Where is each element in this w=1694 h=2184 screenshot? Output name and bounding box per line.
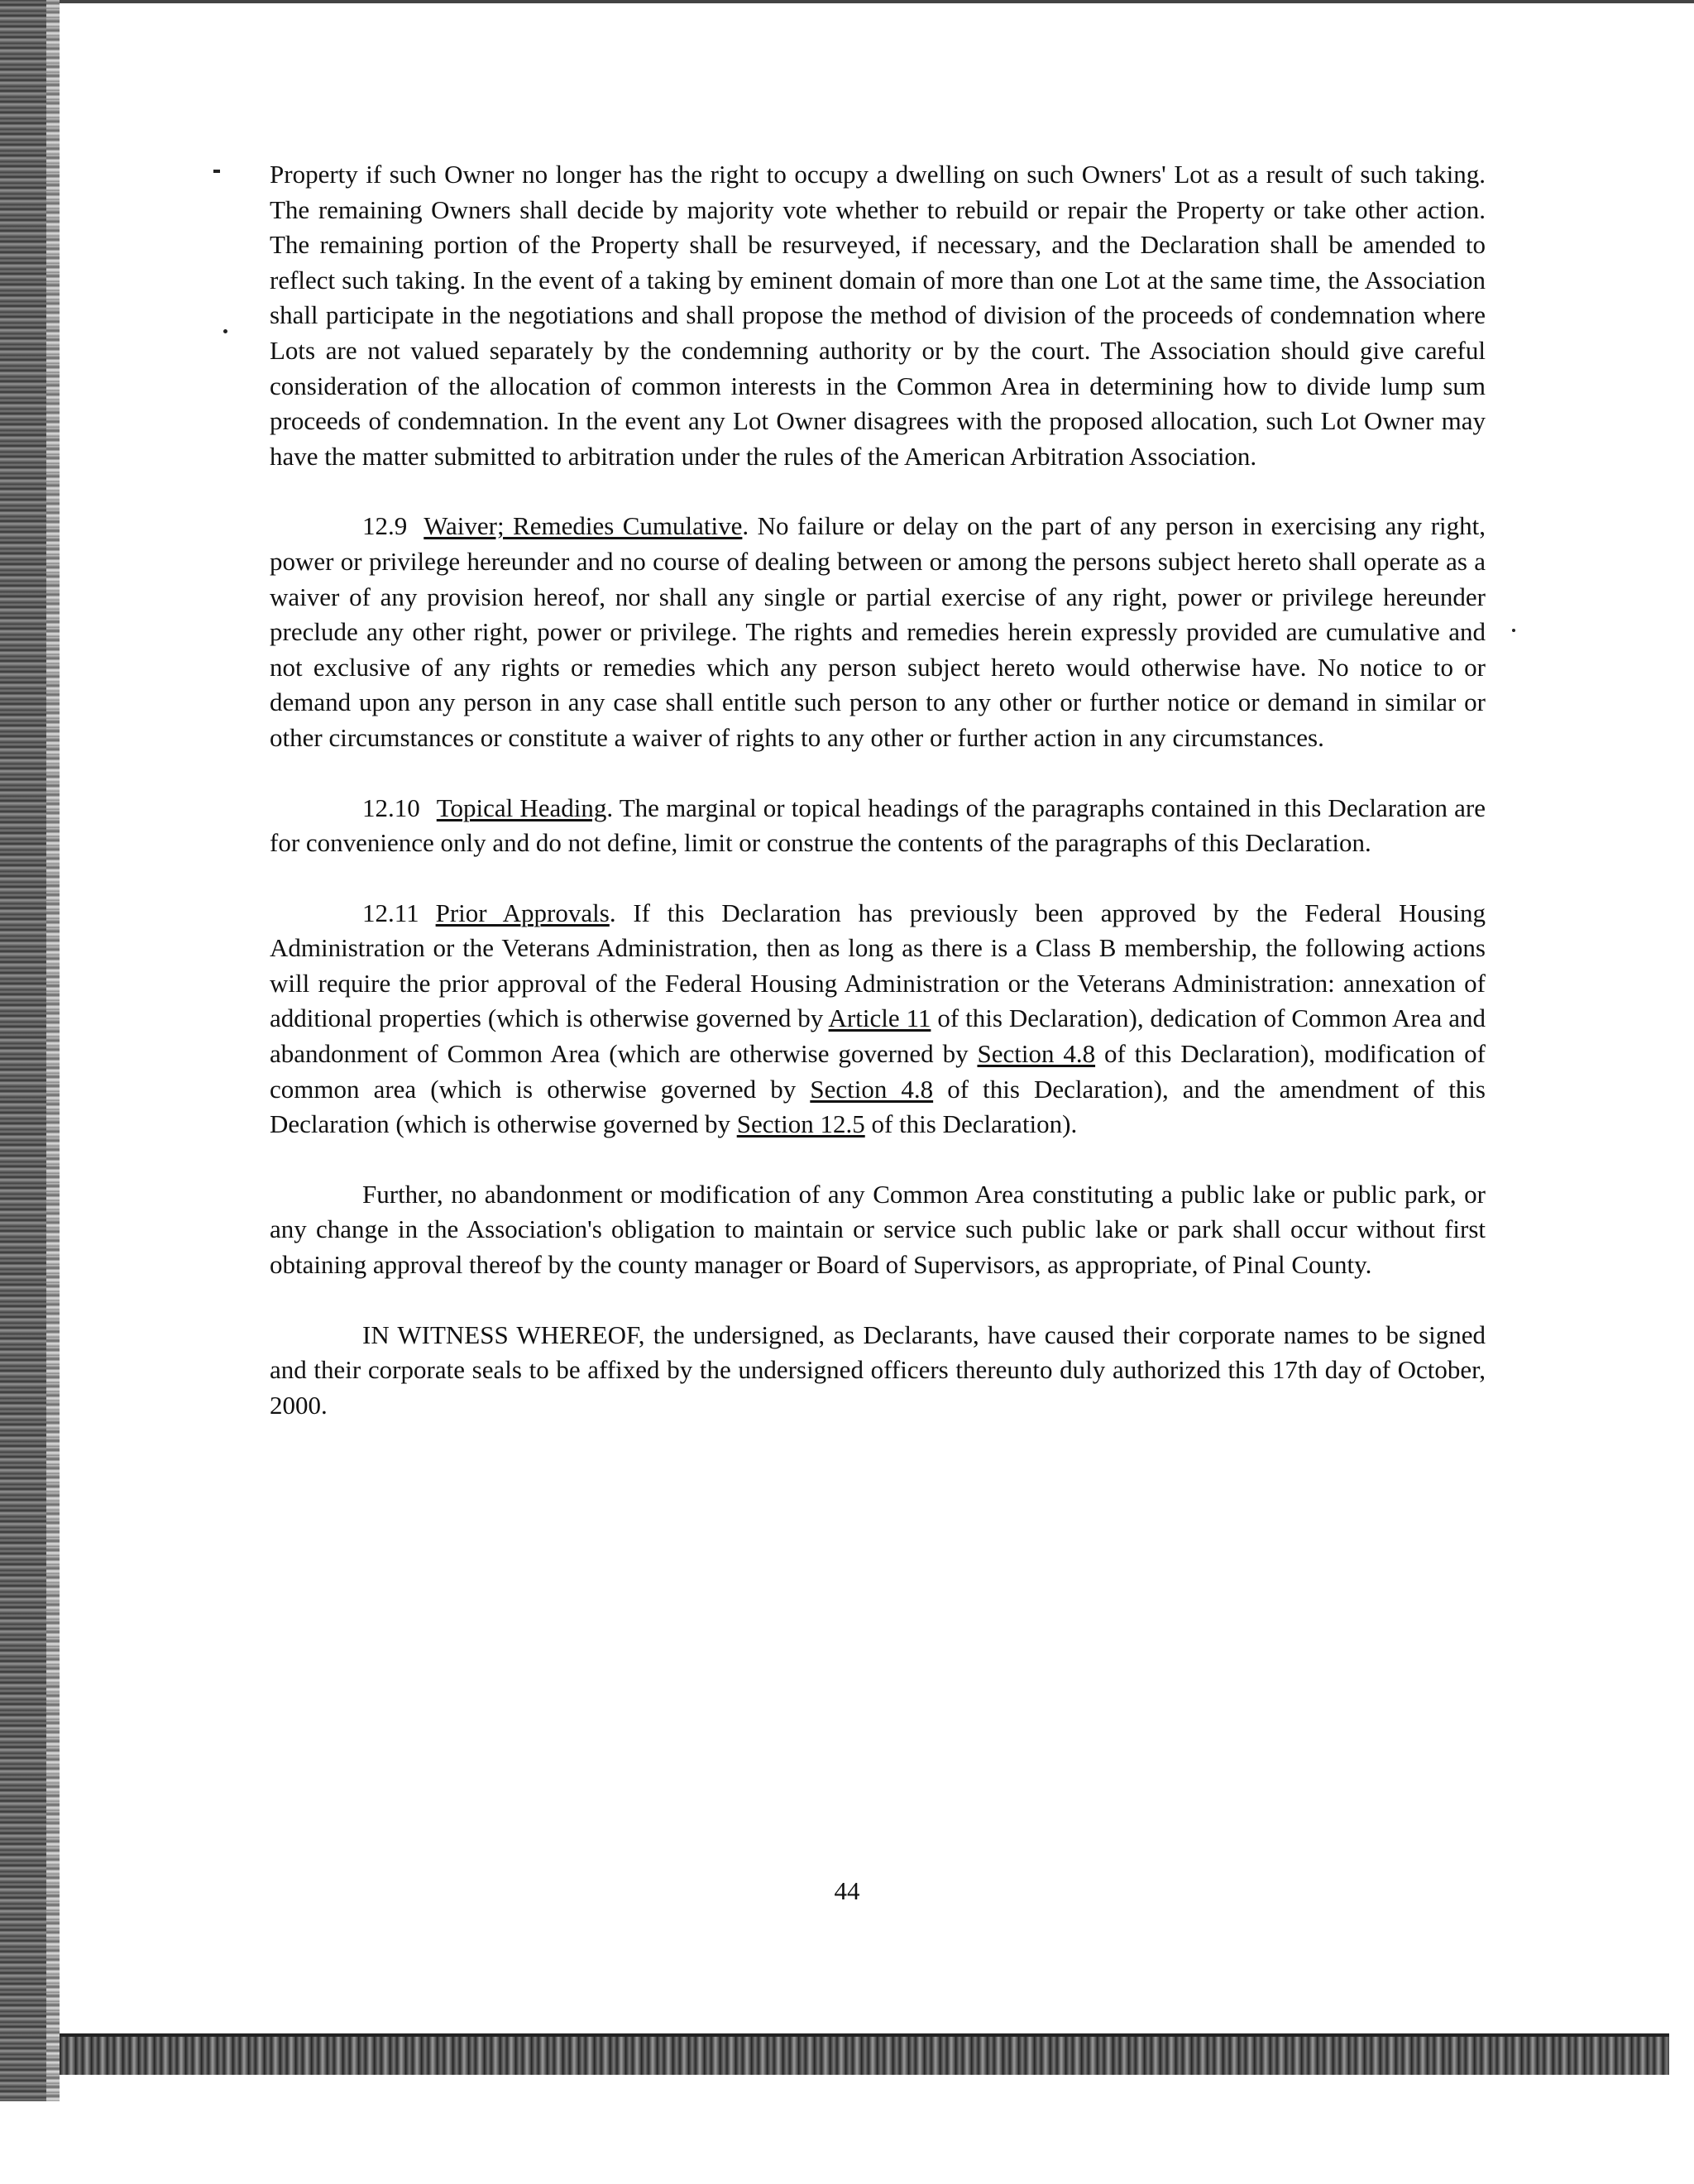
section-body: . The marginal or topical headings of the paragraphs contained in this Declaration are for convenience only and do not define, limit or construe the contents of the paragraphs of this Declaration. — [270, 793, 1486, 858]
section-number: 12.11 — [362, 898, 419, 927]
section-12-9 — [270, 509, 1486, 755]
section-body: of this Declaration), and the amendment of this Declaration (which is otherwise governed by — [270, 1074, 1486, 1139]
section-12-11 — [270, 896, 1486, 1142]
section-body: of this Declaration), dedication of Common Area and abandonment of Common Area (which are otherwise governed by — [270, 1003, 1486, 1069]
reference-section-4-8: Section 4.8 — [977, 1039, 1096, 1069]
page-number: 44 — [834, 1876, 860, 1905]
reference-section-4-8: Section 4.8 — [810, 1074, 934, 1104]
section-number: 12.10 — [362, 793, 420, 822]
section-heading: Waiver; Remedies Cumulative — [424, 511, 743, 541]
scan-edge-bottom — [60, 2037, 1669, 2075]
witness-paragraph: IN WITNESS WHEREOF, the undersigned, as Declarants, have caused their corporate names to be signed and their corporate seals to be affixed by the undersigned officers thereunto duly authorized this 17th day of October, 2000. — [270, 1320, 1486, 1420]
further-paragraph: Further, no abandonment or modification of any Common Area constituting a public lake or public park, or any change in the Association's obligation to maintain or service such public lake or park shall occur without first obtaining approval thereof by the county manager or Board of Supervisors, as appropriate, of Pinal County. — [270, 1179, 1486, 1280]
paragraph-continuation: Property if such Owner no longer has the right to occupy a dwelling on such Owners' Lot as a result of such taking. The remaining Owners shall decide by majority vote whether to rebuild or repair the Property or take other action. The remaining portion of the Property shall be resurveyed, if necessary, and the Declaration shall be amended to reflect such taking. In the event of a taking by eminent domain of more than one Lot at the same time, the Association shall participate in the negotiations and shall propose the method of division of the proceeds of condemnation where Lots are not valued separately by the condemning authority or by the court. The Association should give careful consideration of the allocation of common interests in the Common Area in determining how to divide lump sum proceeds of condemnation. In the event any Lot Owner disagrees with the proposed allocation, such Lot Owner may have the matter submitted to arbitration under the rules of the American Arbitration Association. — [270, 160, 1486, 471]
stray-dot-mark — [1512, 629, 1515, 632]
section-body: of this Declaration). — [864, 1109, 1078, 1139]
document-page — [270, 157, 1486, 1458]
reference-article-11: Article 11 — [828, 1003, 931, 1033]
section-body: . If this Declaration has previously been approved by the Federal Housing Administration or the Veterans Administration, then as long as there is a Class B membership, the following actions will require the prior approval of the Federal Housing Administration or the Veterans Administration: annexation of additional properties (which is otherwise governed by — [270, 898, 1486, 1033]
section-heading: Topical Heading — [436, 793, 607, 822]
reference-section-12-5: Section 12.5 — [736, 1109, 865, 1139]
section-12-10 — [270, 791, 1486, 861]
section-body: . No failure or delay on the part of any person in exercising any right, power or privilege hereunder and no course of dealing between or among the persons subject hereto shall operate as a waiver of any provision hereof, nor shall any single or partial exercise of any right, power or privilege hereunder preclude any other right, power or privilege. The rights and remedies herein expressly provided are cumulative and not exclusive of any rights or remedies which any person subject hereto would otherwise have. No notice to or demand upon any person in any case shall entitle such person to any other or further notice or demand in similar or other circumstances or constitute a waiver of rights to any other or further action in any circumstances. — [270, 511, 1486, 752]
section-body: of this Declaration), modification of common area (which is otherwise governed by — [270, 1039, 1486, 1104]
scan-edge-top — [60, 0, 1694, 3]
section-number: 12.9 — [362, 511, 408, 541]
section-heading: Prior Approvals — [435, 898, 610, 927]
scan-edge-left — [0, 0, 60, 2101]
stray-dot-mark — [223, 329, 227, 333]
stray-bullet-mark — [213, 170, 220, 173]
